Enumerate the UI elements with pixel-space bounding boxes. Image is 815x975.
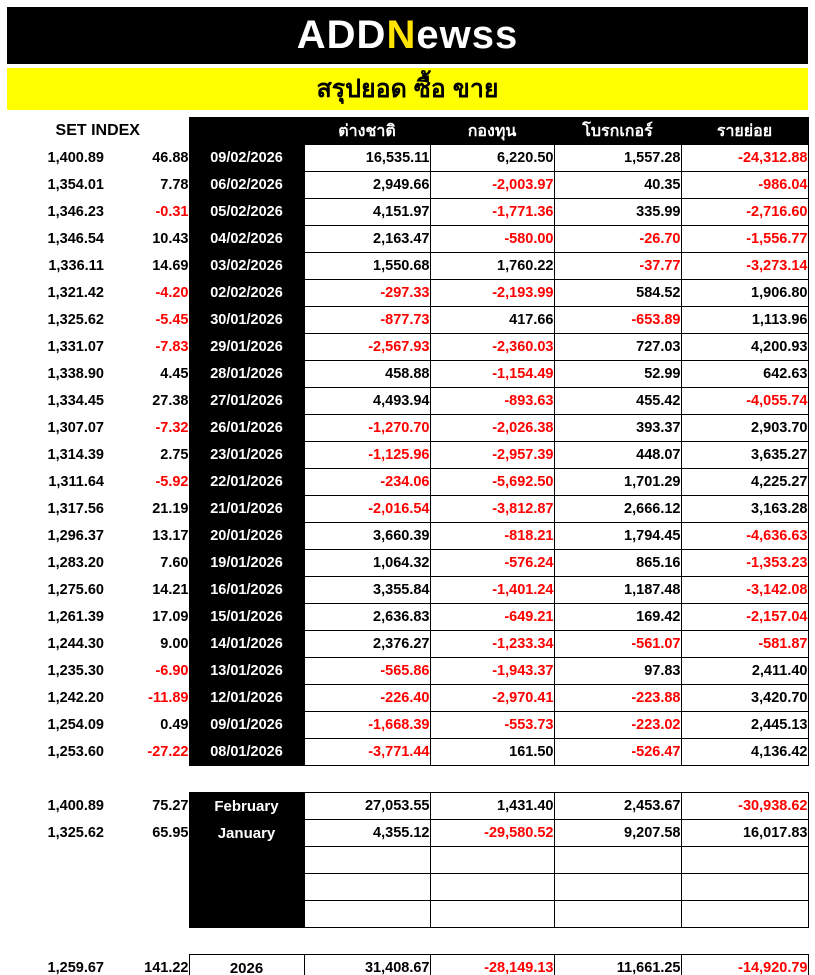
cell-change: -11.89 (104, 685, 189, 712)
cell-broker: 40.35 (554, 172, 681, 199)
cell-foreign: 3,355.84 (304, 577, 430, 604)
cell-change (104, 901, 189, 928)
cell-change: 9.00 (104, 631, 189, 658)
cell-broker: 448.07 (554, 442, 681, 469)
cell-year-label: 2026 (189, 955, 304, 975)
monthly-rows (7, 793, 808, 928)
cell-set-index (7, 874, 104, 901)
cell-change: 17.09 (104, 604, 189, 631)
cell-change: 0.49 (104, 712, 189, 739)
cell-foreign: 27,053.55 (304, 793, 430, 820)
cell-retail: -986.04 (681, 172, 808, 199)
column-header-date (189, 118, 304, 145)
cell-foreign: 4,493.94 (304, 388, 430, 415)
cell-change: -0.31 (104, 199, 189, 226)
cell-retail: 4,136.42 (681, 739, 808, 766)
cell-retail: 4,225.27 (681, 469, 808, 496)
cell-set-index: 1,346.23 (7, 199, 104, 226)
cell-retail (681, 847, 808, 874)
cell-date: 30/01/2026 (189, 307, 304, 334)
cell-broker: 97.83 (554, 658, 681, 685)
cell-broker: 11,661.25 (554, 955, 681, 975)
monthly-row (7, 874, 808, 901)
cell-set-index: 1,296.37 (7, 523, 104, 550)
monthly-row (7, 793, 808, 820)
cell-broker: 2,666.12 (554, 496, 681, 523)
cell-foreign: -226.40 (304, 685, 430, 712)
cell-broker: 727.03 (554, 334, 681, 361)
cell-change: 141.22 (104, 955, 189, 975)
monthly-row (7, 847, 808, 874)
cell-change: 2.75 (104, 442, 189, 469)
cell-fund: -553.73 (430, 712, 554, 739)
cell-fund: -5,692.50 (430, 469, 554, 496)
cell-broker: 52.99 (554, 361, 681, 388)
cell-set-index: 1,400.89 (7, 793, 104, 820)
cell-fund: -649.21 (430, 604, 554, 631)
cell-change: 27.38 (104, 388, 189, 415)
cell-broker: 865.16 (554, 550, 681, 577)
spacer-2 (7, 928, 808, 955)
cell-date: 02/02/2026 (189, 280, 304, 307)
cell-foreign: 1,550.68 (304, 253, 430, 280)
cell-retail: 3,635.27 (681, 442, 808, 469)
cell-retail: -1,353.23 (681, 550, 808, 577)
cell-foreign: 1,064.32 (304, 550, 430, 577)
cell-broker: 169.42 (554, 604, 681, 631)
cell-broker: 1,794.45 (554, 523, 681, 550)
cell-change: 10.43 (104, 226, 189, 253)
cell-foreign: 458.88 (304, 361, 430, 388)
cell-change: -6.90 (104, 658, 189, 685)
cell-broker: 1,557.28 (554, 145, 681, 172)
daily-rows (7, 145, 808, 766)
cell-change (104, 847, 189, 874)
cell-change: -4.20 (104, 280, 189, 307)
cell-fund: -576.24 (430, 550, 554, 577)
cell-fund: -1,401.24 (430, 577, 554, 604)
cell-fund: -1,771.36 (430, 199, 554, 226)
cell-fund: -28,149.13 (430, 955, 554, 975)
cell-broker: -26.70 (554, 226, 681, 253)
table-row (7, 145, 808, 172)
table-row (7, 280, 808, 307)
cell-fund: -580.00 (430, 226, 554, 253)
cell-broker (554, 847, 681, 874)
cell-broker: 2,453.67 (554, 793, 681, 820)
cell-date: 09/01/2026 (189, 712, 304, 739)
cell-fund: -1,943.37 (430, 658, 554, 685)
cell-change: 4.45 (104, 361, 189, 388)
cell-broker: 335.99 (554, 199, 681, 226)
cell-fund: -3,812.87 (430, 496, 554, 523)
cell-fund: -818.21 (430, 523, 554, 550)
cell-change: 14.69 (104, 253, 189, 280)
cell-retail: 1,906.80 (681, 280, 808, 307)
cell-date: 15/01/2026 (189, 604, 304, 631)
table-row (7, 388, 808, 415)
cell-broker: -37.77 (554, 253, 681, 280)
cell-month-label (189, 901, 304, 928)
cell-date: 28/01/2026 (189, 361, 304, 388)
table-row (7, 334, 808, 361)
cell-foreign: -1,668.39 (304, 712, 430, 739)
cell-foreign: -3,771.44 (304, 739, 430, 766)
cell-broker: 9,207.58 (554, 820, 681, 847)
cell-date: 09/02/2026 (189, 145, 304, 172)
cell-set-index: 1,325.62 (7, 820, 104, 847)
cell-broker: -526.47 (554, 739, 681, 766)
cell-date: 08/01/2026 (189, 739, 304, 766)
table-row (7, 604, 808, 631)
cell-set-index: 1,336.11 (7, 253, 104, 280)
table-row (7, 739, 808, 766)
cell-fund: -2,957.39 (430, 442, 554, 469)
cell-foreign: -2,016.54 (304, 496, 430, 523)
cell-foreign (304, 901, 430, 928)
cell-set-index: 1,242.20 (7, 685, 104, 712)
cell-foreign: 2,163.47 (304, 226, 430, 253)
table-row (7, 442, 808, 469)
cell-foreign: -565.86 (304, 658, 430, 685)
cell-set-index: 1,331.07 (7, 334, 104, 361)
cell-foreign: 2,376.27 (304, 631, 430, 658)
table-row (7, 658, 808, 685)
cell-change: 21.19 (104, 496, 189, 523)
column-header-set-index: SET INDEX (55, 122, 140, 139)
cell-retail (681, 874, 808, 901)
column-header-foreign: ต่างชาติ (304, 118, 430, 145)
cell-fund (430, 901, 554, 928)
cell-retail: -24,312.88 (681, 145, 808, 172)
cell-retail: -4,055.74 (681, 388, 808, 415)
cell-date: 27/01/2026 (189, 388, 304, 415)
spacer-1 (7, 766, 808, 793)
cell-set-index: 1,321.42 (7, 280, 104, 307)
cell-retail: 3,420.70 (681, 685, 808, 712)
cell-broker (554, 901, 681, 928)
cell-fund: 161.50 (430, 739, 554, 766)
cell-month-label: January (189, 820, 304, 847)
cell-foreign: -1,270.70 (304, 415, 430, 442)
cell-date: 16/01/2026 (189, 577, 304, 604)
header-row (7, 118, 808, 145)
cell-set-index: 1,235.30 (7, 658, 104, 685)
page-title: สรุปยอด ซื้อ ขาย (316, 75, 499, 103)
cell-set-index (7, 901, 104, 928)
cell-fund: -1,154.49 (430, 361, 554, 388)
cell-foreign: 16,535.11 (304, 145, 430, 172)
table-row (7, 172, 808, 199)
cell-set-index: 1,261.39 (7, 604, 104, 631)
cell-set-index: 1,259.67 (7, 955, 104, 975)
cell-broker: -223.02 (554, 712, 681, 739)
cell-foreign (304, 874, 430, 901)
cell-fund: 417.66 (430, 307, 554, 334)
cell-fund: -2,360.03 (430, 334, 554, 361)
cell-retail: 2,411.40 (681, 658, 808, 685)
table-header (7, 118, 808, 145)
cell-fund: -29,580.52 (430, 820, 554, 847)
column-header-retail: รายย่อย (681, 118, 808, 145)
cell-date: 13/01/2026 (189, 658, 304, 685)
cell-change: -27.22 (104, 739, 189, 766)
cell-change: 65.95 (104, 820, 189, 847)
cell-foreign: 3,660.39 (304, 523, 430, 550)
cell-date: 14/01/2026 (189, 631, 304, 658)
cell-fund: 1,431.40 (430, 793, 554, 820)
cell-change: 46.88 (104, 145, 189, 172)
cell-retail: -3,142.08 (681, 577, 808, 604)
cell-fund: -1,233.34 (430, 631, 554, 658)
cell-set-index: 1,307.07 (7, 415, 104, 442)
cell-set-index: 1,325.62 (7, 307, 104, 334)
yearly-row (7, 955, 808, 975)
cell-foreign: -2,567.93 (304, 334, 430, 361)
monthly-row (7, 820, 808, 847)
cell-change (104, 874, 189, 901)
cell-fund: -2,003.97 (430, 172, 554, 199)
table-row (7, 685, 808, 712)
cell-retail: -2,716.60 (681, 199, 808, 226)
cell-set-index: 1,338.90 (7, 361, 104, 388)
cell-date: 05/02/2026 (189, 199, 304, 226)
cell-date: 29/01/2026 (189, 334, 304, 361)
cell-change: 75.27 (104, 793, 189, 820)
table-row (7, 361, 808, 388)
cell-month-label (189, 874, 304, 901)
cell-set-index: 1,275.60 (7, 577, 104, 604)
monthly-row (7, 901, 808, 928)
cell-fund: 6,220.50 (430, 145, 554, 172)
column-header-broker: โบรกเกอร์ (554, 118, 681, 145)
cell-foreign: -297.33 (304, 280, 430, 307)
cell-foreign: -1,125.96 (304, 442, 430, 469)
cell-broker: -561.07 (554, 631, 681, 658)
cell-set-index: 1,311.64 (7, 469, 104, 496)
table-row (7, 712, 808, 739)
title-banner (7, 68, 808, 110)
logo-suffix: ewss (416, 13, 519, 57)
cell-date: 04/02/2026 (189, 226, 304, 253)
brand-logo (297, 13, 518, 58)
cell-set-index: 1,283.20 (7, 550, 104, 577)
cell-date: 06/02/2026 (189, 172, 304, 199)
cell-foreign: -877.73 (304, 307, 430, 334)
cell-set-index: 1,317.56 (7, 496, 104, 523)
table-row (7, 199, 808, 226)
cell-change: -5.45 (104, 307, 189, 334)
yearly-row (7, 955, 808, 975)
cell-date: 03/02/2026 (189, 253, 304, 280)
cell-retail: -4,636.63 (681, 523, 808, 550)
cell-broker (554, 874, 681, 901)
cell-retail: 16,017.83 (681, 820, 808, 847)
cell-month-label: February (189, 793, 304, 820)
cell-retail: 3,163.28 (681, 496, 808, 523)
cell-retail: 4,200.93 (681, 334, 808, 361)
cell-set-index: 1,334.45 (7, 388, 104, 415)
cell-foreign: -234.06 (304, 469, 430, 496)
cell-broker: 1,187.48 (554, 577, 681, 604)
cell-date: 22/01/2026 (189, 469, 304, 496)
cell-retail: 1,113.96 (681, 307, 808, 334)
cell-broker: -223.88 (554, 685, 681, 712)
cell-retail: -30,938.62 (681, 793, 808, 820)
cell-retail: -2,157.04 (681, 604, 808, 631)
cell-foreign: 2,949.66 (304, 172, 430, 199)
cell-change: 7.78 (104, 172, 189, 199)
cell-fund (430, 874, 554, 901)
cell-date: 21/01/2026 (189, 496, 304, 523)
cell-fund: 1,760.22 (430, 253, 554, 280)
table-row (7, 415, 808, 442)
cell-retail: 2,903.70 (681, 415, 808, 442)
cell-retail: -581.87 (681, 631, 808, 658)
cell-month-label (189, 847, 304, 874)
table-row (7, 523, 808, 550)
cell-fund: -2,193.99 (430, 280, 554, 307)
cell-fund: -2,970.41 (430, 685, 554, 712)
header-banner (7, 7, 808, 64)
cell-broker: 1,701.29 (554, 469, 681, 496)
cell-date: 19/01/2026 (189, 550, 304, 577)
cell-retail: -1,556.77 (681, 226, 808, 253)
cell-set-index: 1,314.39 (7, 442, 104, 469)
table-row (7, 253, 808, 280)
cell-change: 14.21 (104, 577, 189, 604)
cell-retail: 2,445.13 (681, 712, 808, 739)
cell-change: 7.60 (104, 550, 189, 577)
cell-set-index: 1,254.09 (7, 712, 104, 739)
cell-set-index: 1,346.54 (7, 226, 104, 253)
cell-foreign: 4,355.12 (304, 820, 430, 847)
table-row (7, 550, 808, 577)
cell-change: -7.32 (104, 415, 189, 442)
cell-broker: 455.42 (554, 388, 681, 415)
logo-accent: N (386, 13, 417, 57)
cell-date: 26/01/2026 (189, 415, 304, 442)
cell-retail: -3,273.14 (681, 253, 808, 280)
cell-foreign: 4,151.97 (304, 199, 430, 226)
cell-fund: -2,026.38 (430, 415, 554, 442)
cell-change: -7.83 (104, 334, 189, 361)
cell-date: 23/01/2026 (189, 442, 304, 469)
logo-prefix: ADD (296, 13, 387, 57)
table-row (7, 631, 808, 658)
column-header-fund: กองทุน (430, 118, 554, 145)
cell-date: 20/01/2026 (189, 523, 304, 550)
cell-retail (681, 901, 808, 928)
cell-set-index (7, 847, 104, 874)
cell-retail: -14,920.79 (681, 955, 808, 975)
cell-foreign (304, 847, 430, 874)
cell-set-index: 1,244.30 (7, 631, 104, 658)
cell-set-index: 1,400.89 (7, 145, 104, 172)
market-summary-table (7, 117, 809, 975)
cell-change: 13.17 (104, 523, 189, 550)
cell-broker: 393.37 (554, 415, 681, 442)
cell-broker: -653.89 (554, 307, 681, 334)
cell-date: 12/01/2026 (189, 685, 304, 712)
cell-set-index: 1,253.60 (7, 739, 104, 766)
cell-foreign: 31,408.67 (304, 955, 430, 975)
cell-fund (430, 847, 554, 874)
cell-broker: 584.52 (554, 280, 681, 307)
table-row (7, 496, 808, 523)
table-row (7, 226, 808, 253)
cell-set-index: 1,354.01 (7, 172, 104, 199)
cell-fund: -893.63 (430, 388, 554, 415)
cell-retail: 642.63 (681, 361, 808, 388)
table-row (7, 307, 808, 334)
table-row (7, 577, 808, 604)
cell-foreign: 2,636.83 (304, 604, 430, 631)
table-row (7, 469, 808, 496)
cell-change: -5.92 (104, 469, 189, 496)
